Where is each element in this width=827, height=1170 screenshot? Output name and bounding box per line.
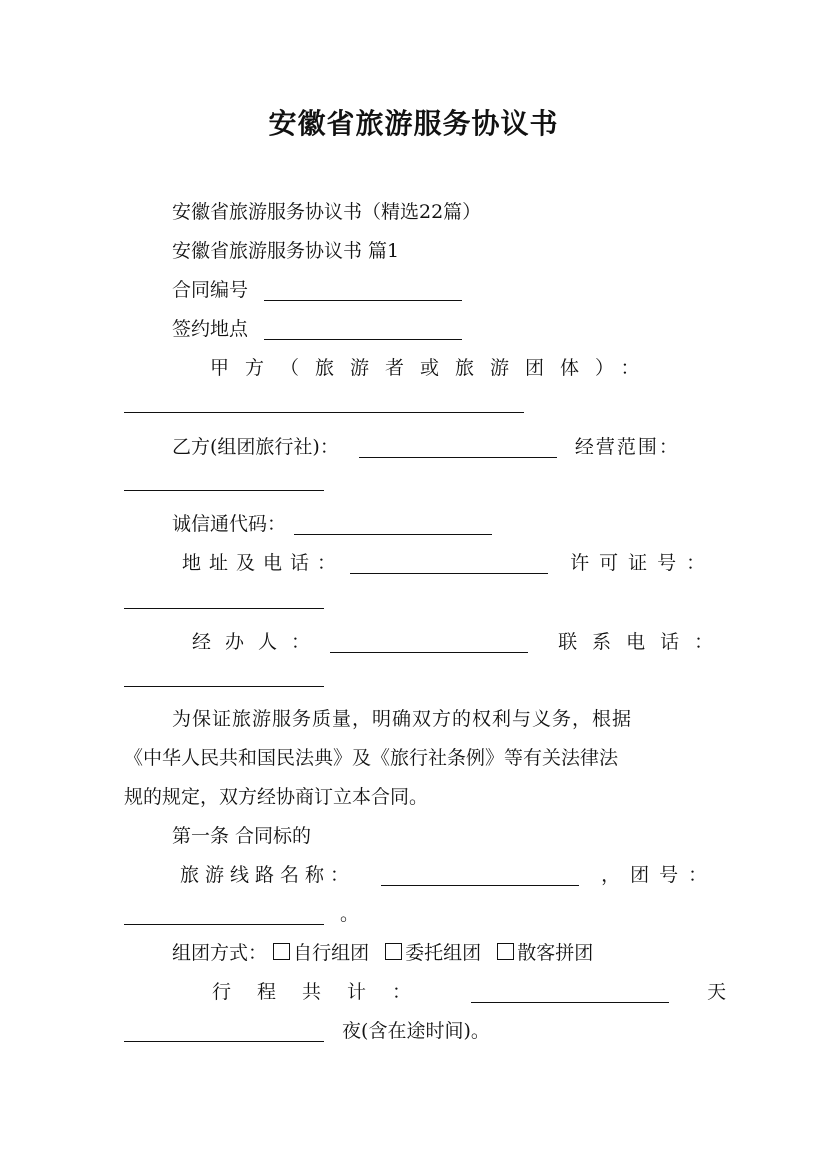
business-scope-blank[interactable] [124, 490, 324, 491]
contract-number-label: 合同编号 [172, 279, 249, 301]
sign-place-line [172, 316, 462, 342]
sign-place-blank[interactable] [264, 319, 462, 340]
nights-line [124, 1018, 490, 1044]
paragraph-line-3: 规的规定，双方经协商订立本合同。 [124, 786, 429, 808]
days-blank[interactable] [471, 982, 669, 1003]
credit-code-line [172, 511, 492, 537]
credit-code-label: 诚信通代码： [172, 513, 287, 535]
group-mode-label: 组团方式： [172, 942, 268, 964]
option-self-organized: 自行组团 [293, 942, 370, 964]
route-line [180, 862, 717, 888]
document-title: 安徽省旅游服务协议书 [268, 107, 559, 140]
section-heading: 安徽省旅游服务协议书 篇1 [172, 240, 400, 262]
party-b-line [172, 434, 680, 460]
address-line [182, 550, 715, 576]
group-mode-line [172, 940, 593, 966]
address-phone-blank[interactable] [350, 553, 548, 574]
party-a-blank[interactable] [124, 412, 524, 413]
handler-line [192, 629, 728, 655]
party-b-label: 乙方(组团旅行社)： [172, 436, 339, 458]
night-unit: 夜(含在途时间)。 [342, 1020, 490, 1042]
license-label: 许可证号： [570, 552, 716, 574]
party-b-blank[interactable] [359, 437, 557, 458]
contact-phone-label: 联系电话： [558, 631, 729, 653]
handler-label: 经办人： [192, 631, 325, 653]
handler-blank[interactable] [330, 632, 528, 653]
day-unit: 天 [707, 981, 727, 1003]
period-mark: 。 [340, 903, 360, 925]
credit-code-blank[interactable] [294, 514, 492, 535]
address-phone-label: 地址及电话： [182, 552, 345, 574]
contract-number-blank[interactable] [264, 280, 462, 301]
route-name-blank[interactable] [381, 865, 579, 886]
itinerary-line [212, 979, 726, 1005]
contact-phone-blank[interactable] [124, 686, 324, 687]
sign-place-label: 签约地点 [172, 318, 249, 340]
checkbox-entrusted[interactable] [385, 943, 402, 960]
subtitle: 安徽省旅游服务协议书（精选22篇） [172, 201, 482, 223]
contract-number-line [172, 277, 462, 303]
business-scope-label: 经营范围： [574, 436, 680, 458]
option-individual: 散客拼团 [517, 942, 594, 964]
group-number-label: ，团号： [601, 864, 718, 886]
option-entrusted: 委托组团 [405, 942, 482, 964]
paragraph-line-1: 为保证旅游服务质量，明确双方的权利与义务，根据 [172, 708, 633, 730]
group-number-blank[interactable] [124, 904, 324, 925]
party-a-label: 甲方（旅游者或旅游团体）： [210, 357, 656, 379]
nights-blank[interactable] [124, 1021, 324, 1042]
article-1-heading: 第一条 合同标的 [172, 825, 312, 847]
group-number-line [124, 901, 359, 927]
route-name-label: 旅游线路名称： [180, 864, 356, 886]
checkbox-self-organized[interactable] [273, 943, 290, 960]
paragraph-line-2: 《中华人民共和国民法典》及《旅行社条例》等有关法律法 [124, 747, 619, 769]
checkbox-individual[interactable] [497, 943, 514, 960]
itinerary-label: 行程共计： [212, 981, 438, 1003]
license-blank[interactable] [124, 608, 324, 609]
